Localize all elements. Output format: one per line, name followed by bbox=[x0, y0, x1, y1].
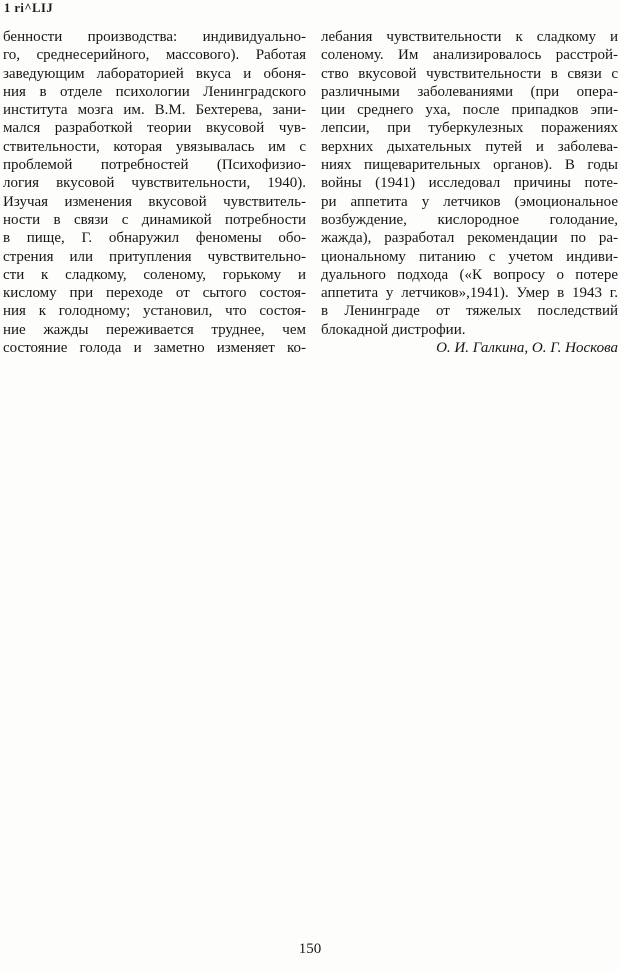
left-column bbox=[3, 28, 306, 357]
text-line: лепсии, при туберкулезных поражениях bbox=[321, 120, 618, 137]
text-line: ния в отделе психологии Ленинградского bbox=[3, 83, 306, 100]
text-line: ниях пищеварительных органов). В годы bbox=[321, 157, 618, 174]
text-line: аппетита у летчиков»,1941). Умер в 1943 г. bbox=[321, 285, 618, 302]
text-line: в Ленинграде от тяжелых последствий bbox=[321, 303, 618, 320]
text-line: ние жажды переживается труднее, чем bbox=[3, 321, 306, 338]
text-line: мался разработкой теории вкусовой чув- bbox=[3, 120, 306, 137]
text-line: стрения или притупления чувствительно- bbox=[3, 248, 306, 265]
text-line: института мозга им. В.М. Бехтерева, зани- bbox=[3, 102, 306, 119]
text-line: лебания чувствительности к сладкому и bbox=[321, 29, 618, 45]
right-column-text bbox=[321, 28, 618, 339]
text-line: ности в связи с динамикой потребности bbox=[3, 211, 306, 228]
text-line: ствительности, которая увязывалась им с bbox=[3, 138, 306, 155]
text-line: го, среднесерийного, массового). Работая bbox=[3, 47, 306, 64]
text-columns bbox=[3, 28, 618, 357]
running-header: 1 ri^LIJ bbox=[4, 1, 54, 15]
text-line: циональному питанию с учетом индиви- bbox=[321, 248, 618, 265]
text-line: верхних дыхательных путей и заболева- bbox=[321, 138, 618, 155]
text-line: кислому при переходе от сытого состоя- bbox=[3, 285, 306, 302]
text-line: логия вкусовой чувствительности, 1940). bbox=[3, 175, 306, 192]
text-line: ции среднего уха, после припадков эпи- bbox=[321, 102, 618, 119]
text-line: сти к сладкому, соленому, горькому и bbox=[3, 266, 306, 283]
byline-authors: О. И. Галкина, О. Г. Носкова bbox=[436, 340, 618, 357]
text-line: блокадной дистрофии. bbox=[321, 321, 466, 338]
text-line: бенности производства: индивидуально- bbox=[3, 29, 306, 45]
text-line: дуального подхода («К вопросу о потере bbox=[321, 266, 618, 283]
text-line: различными заболеваниями (при опера- bbox=[321, 83, 618, 100]
text-line: проблемой потребностей (Психофизио- bbox=[3, 157, 306, 174]
text-line: ри аппетита у летчиков (эмоциональное bbox=[321, 193, 618, 210]
text-line: состояние голода и заметно изменяет ко- bbox=[3, 340, 306, 357]
text-line: в пище, Г. обнаружил феномены обо- bbox=[3, 230, 306, 247]
text-line: жажда), разработал рекомендации по ра- bbox=[321, 230, 618, 247]
text-line: заведующим лабораторией вкуса и обоня- bbox=[3, 65, 306, 82]
left-column-text bbox=[3, 28, 306, 357]
text-line: войны (1941) исследовал причины поте- bbox=[321, 175, 618, 192]
right-column bbox=[321, 28, 618, 357]
text-line: ство вкусовой чувствительности в связи с bbox=[321, 65, 618, 82]
text-line: соленому. Им анализировалось расстрой- bbox=[321, 47, 618, 64]
text-line: Изучая изменения вкусовой чувствитель- bbox=[3, 193, 306, 210]
text-line: возбуждение, кислородное голодание, bbox=[321, 211, 618, 228]
text-line: ния к голодному; установил, что состоя- bbox=[3, 303, 306, 320]
page-number: 150 bbox=[298, 941, 322, 957]
